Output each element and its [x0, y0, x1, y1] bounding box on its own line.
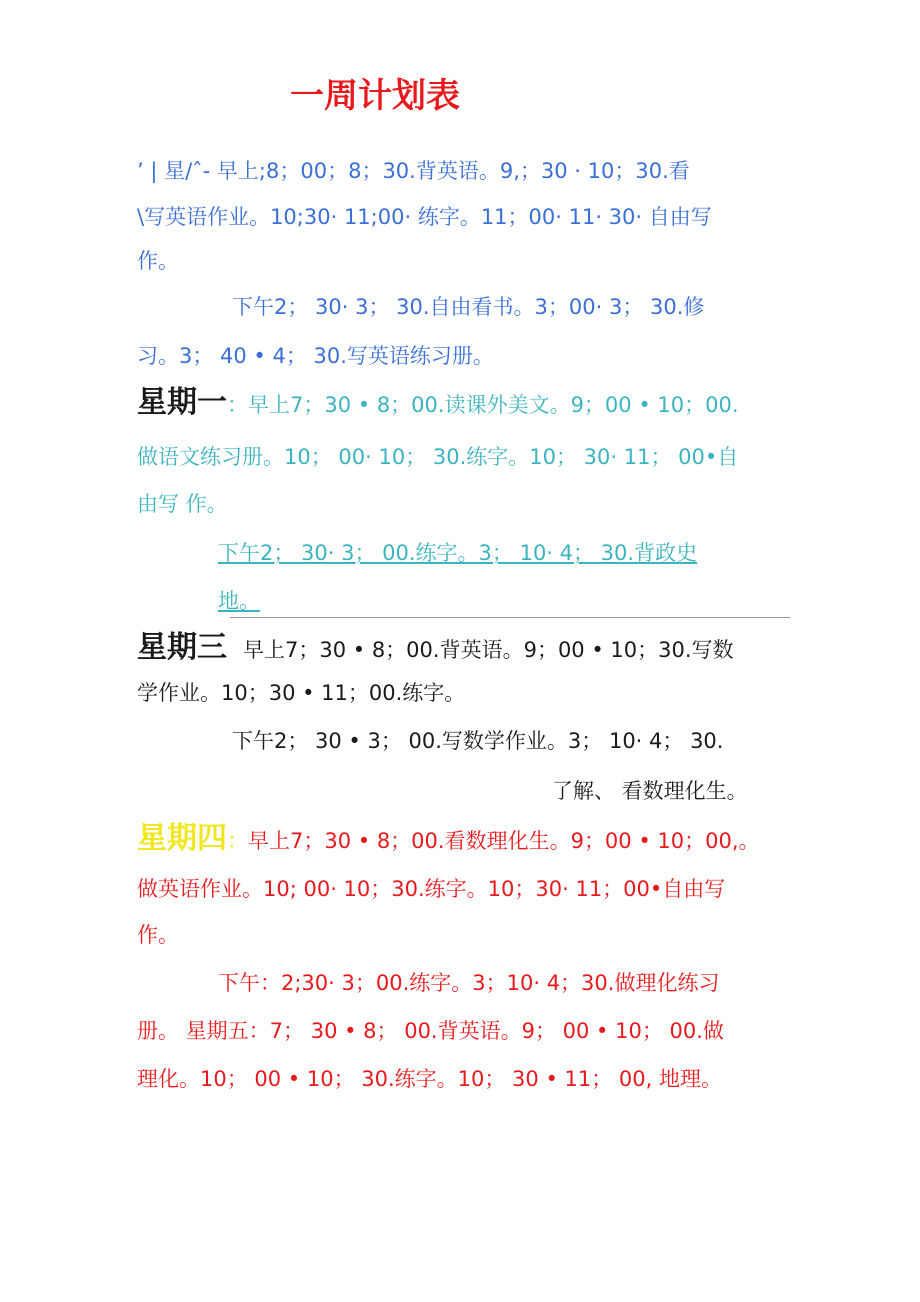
document-title: 一周计划表 [290, 76, 460, 116]
block4-line1 [137, 821, 760, 856]
block4-line1-text: 早上7；30 • 8；00.看数理化生。9；00 • 10；00,。 [248, 829, 760, 853]
block2-line1 [137, 385, 739, 420]
block3-line2: 学作业。10；30 • 11；00.练字。 [137, 681, 466, 705]
weekday-heading-wednesday: 星期三 [137, 630, 227, 665]
block4-line4: 下午：2;30· 3；00.练字。3；10· 4；30.做理化练习 [218, 971, 720, 995]
horizontal-rule [230, 617, 790, 618]
block4-heading-colon: ： [227, 829, 248, 853]
block4-line6: 理化。10； 00 • 10； 30.练字。10； 30 • 11； 00, 地理。 [137, 1067, 722, 1091]
block2-line1-text: ：早上7；30 • 8；00.读课外美文。9；00 • 10；00. [227, 393, 739, 417]
block3-line4: 了解、 看数理化生。 [552, 779, 748, 803]
block1-line3: 作。 [137, 249, 179, 273]
block4-line3: 作。 [137, 923, 179, 947]
block1-line1: ’ | 星/ˆ- 早上;8；00；8；30.背英语。9,；30 · 10；30.看 [137, 159, 690, 183]
block4-line5: 册。 星期五：7； 30 • 8； 00.背英语。9； 00 • 10； 00.做 [137, 1019, 724, 1043]
block4-line2: 做英语作业。10; 00· 10；30.练字。10；30· 11；00•自由写 [137, 877, 726, 901]
weekday-heading-monday: 星期一 [137, 385, 227, 420]
block2-line2: 做语文练习册。10； 00· 10； 30.练字。10； 30· 11； 00•自 [137, 445, 739, 469]
block1-line2: \写英语作业。10;30· 11;00· 练字。11；00· 11· 30· 自由写 [137, 205, 712, 229]
block3-line1-text: 早上7；30 • 8；00.背英语。9；00 • 10；30.写数 [243, 638, 734, 662]
weekday-heading-thursday: 星期四 [137, 821, 227, 856]
block2-line4: 下午2； 30· 3； 00.练字。3； 10· 4； 30.背政史 [218, 541, 698, 565]
block2-line5: 地。 [218, 589, 260, 613]
block1-line4: 下午2； 30· 3； 30.自由看书。3；00· 3； 30.修 [232, 295, 705, 319]
block2-line3: 由写 作。 [137, 492, 228, 516]
block3-line1 [137, 630, 734, 665]
block1-line5: 习。3； 40 • 4； 30.写英语练习册。 [137, 344, 494, 368]
block3-line3: 下午2； 30 • 3； 00.写数学作业。3； 10· 4； 30. [232, 729, 724, 753]
